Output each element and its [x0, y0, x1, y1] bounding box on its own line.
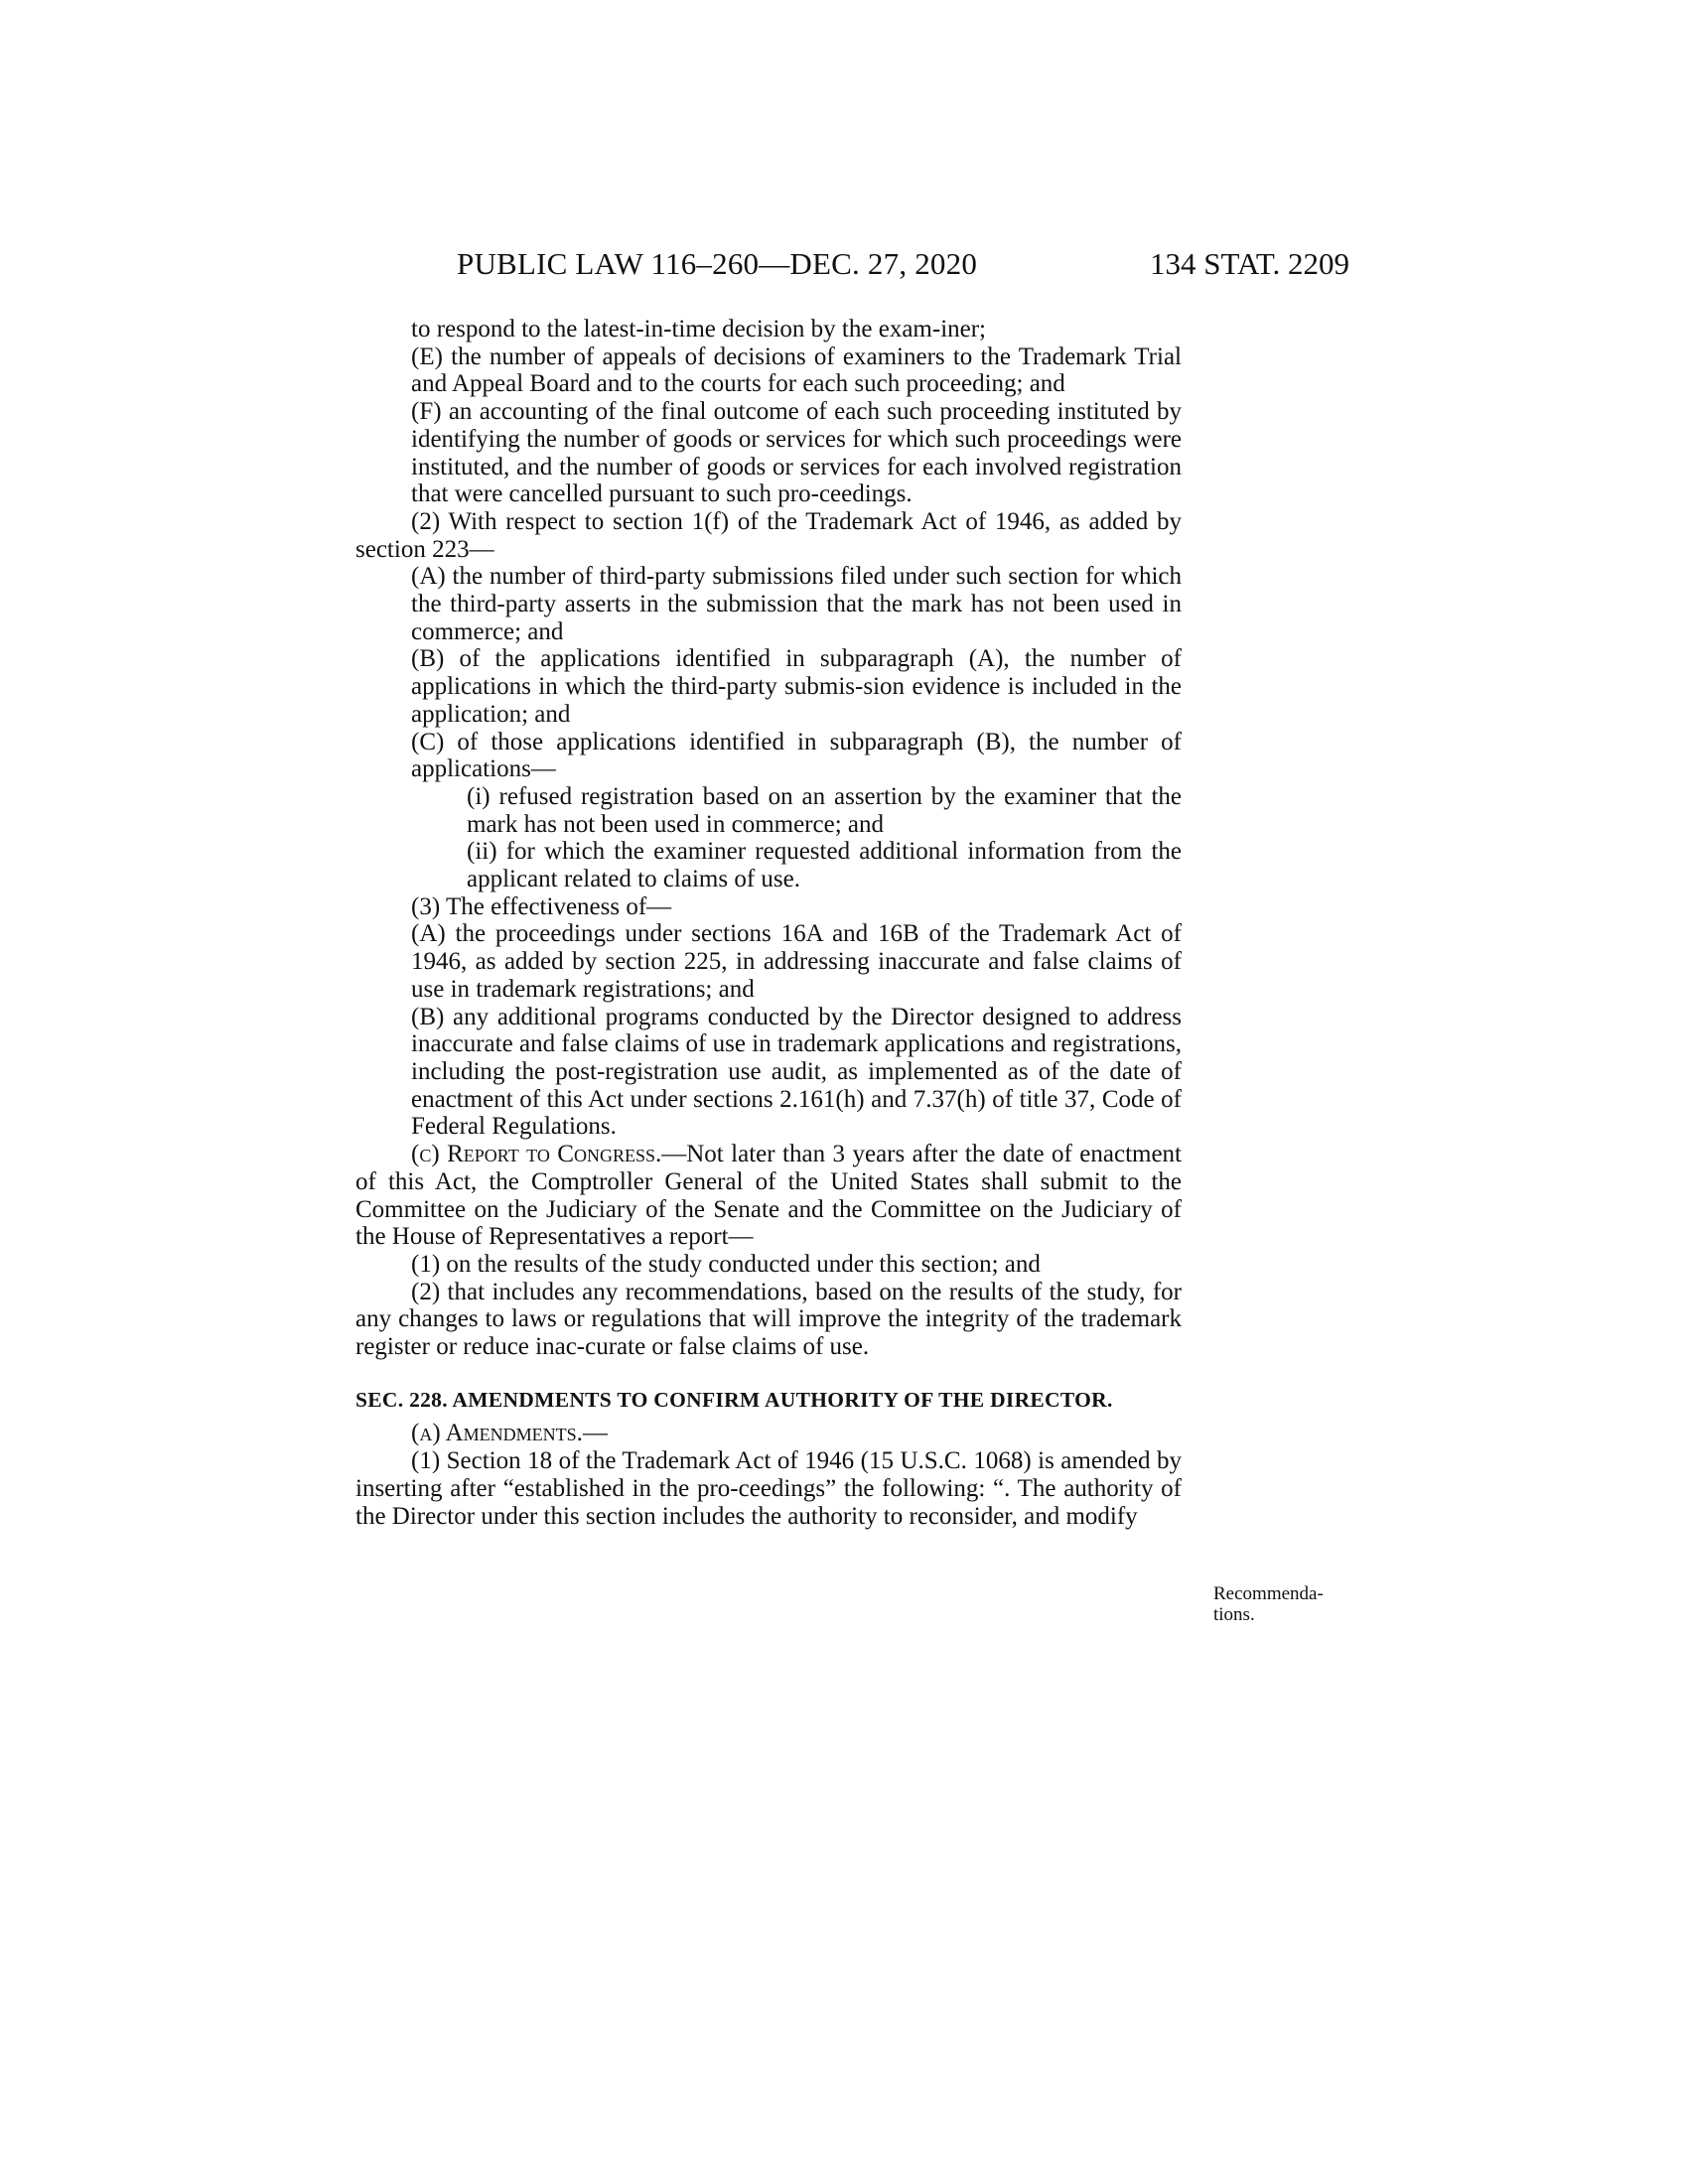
- paragraph-2: (2) With respect to section 1(f) of the Trademark Act of 1946, as added by section 223—: [355, 507, 1182, 563]
- paragraph-2B: (B) of the applications identified in subparagraph (A), the number of applications in which the third-party submis-sion evidence is included in the application; and: [411, 645, 1182, 728]
- paragraph-2Ci: (i) refused registration based on an assertion by the examiner that the mark has not been used in commerce; and: [467, 782, 1182, 838]
- paragraph-1F-text: (F) an accounting of the final outcome of each such proceeding instituted by identifying the number of goods or services for which such proceedings were instituted, and the number of goods or services for each involved registration that were cancelled pursuant to such pro-ceedings.: [411, 398, 1182, 508]
- paragraph-3A: (A) the proceedings under sections 16A and 16B of the Trademark Act of 1946, as added by section 225, in addressing inaccurate and false claims of use in trademark registrations; and: [411, 920, 1182, 1003]
- subsection-c-heading: (c) Report to Congress.: [411, 1141, 662, 1168]
- paragraph-a1: (1) Section 18 of the Trademark Act of 1946 (15 U.S.C. 1068) is amended by inserting after “established in the pro-ceedings” the following: “. The authority of the Director under this section includes the authority to reconsider, and modify: [355, 1447, 1182, 1530]
- paragraph-3B: (B) any additional programs conducted by the Director designed to address inaccurate and false claims of use in trademark applications and registrations, including the post-registration use audit, as implemented as of the date of enactment of this Act under sections 2.161(h) and 7.37(h) of title 37, Code of Federal Regulations.: [411, 1003, 1182, 1141]
- subsection-a: [355, 1420, 1182, 1447]
- paragraph-1F: [355, 398, 1182, 508]
- margin-note-line2: tions.: [1213, 1604, 1255, 1625]
- subsection-a-dash: —: [582, 1420, 608, 1447]
- subsection-a-heading: (a) Amendments.: [411, 1420, 583, 1447]
- paragraph-1E-text: (E) the number of appeals of decisions of examiners to the Trademark Trial and Appeal Board and to the courts for each such proceeding; and: [411, 342, 1182, 398]
- running-head: PUBLIC LAW 116–260—DEC. 27, 2020: [457, 246, 978, 281]
- paragraph-continuation: to respond to the latest-in-time decision by the exam-iner;: [411, 316, 987, 342]
- statute-citation: 134 STAT. 2209: [1150, 246, 1350, 281]
- subsection-c-text: —Not later than 3 years after the date of enactment of this Act, the Comptroller General of the United States shall submit to the Committee on the Judiciary of the Senate and the Committee on the Judiciary of the House of Representatives a report—: [355, 1141, 1183, 1251]
- paragraph-c1: (1) on the results of the study conducted under this section; and: [411, 1250, 1041, 1278]
- paragraph-2A: (A) the number of third-party submissions filed under such section for which the third-party asserts in the submission that the mark has not been used in commerce; and: [411, 563, 1182, 645]
- paragraph-2Cii: (ii) for which the examiner requested additional information from the applicant related to claims of use.: [467, 838, 1182, 893]
- margin-note-line1: Recommenda-: [1213, 1583, 1324, 1604]
- paragraph-2C: (C) of those applications identified in subparagraph (B), the number of applications—: [411, 728, 1182, 783]
- body-text: [355, 316, 1182, 1530]
- paragraph-1E: [355, 343, 1182, 398]
- margin-note: [1213, 1583, 1333, 1625]
- section-heading: SEC. 228. AMENDMENTS TO CONFIRM AUTHORITY OF THE DIRECTOR.: [355, 1387, 1113, 1412]
- subsection-c: [355, 1141, 1182, 1251]
- paragraph-3: (3) The effectiveness of—: [411, 892, 672, 920]
- paragraph-c2: (2) that includes any recommendations, based on the results of the study, for any changes to laws or regulations that will improve the integrity of the trademark register or reduce inac-curate or false claims of use.: [355, 1278, 1182, 1361]
